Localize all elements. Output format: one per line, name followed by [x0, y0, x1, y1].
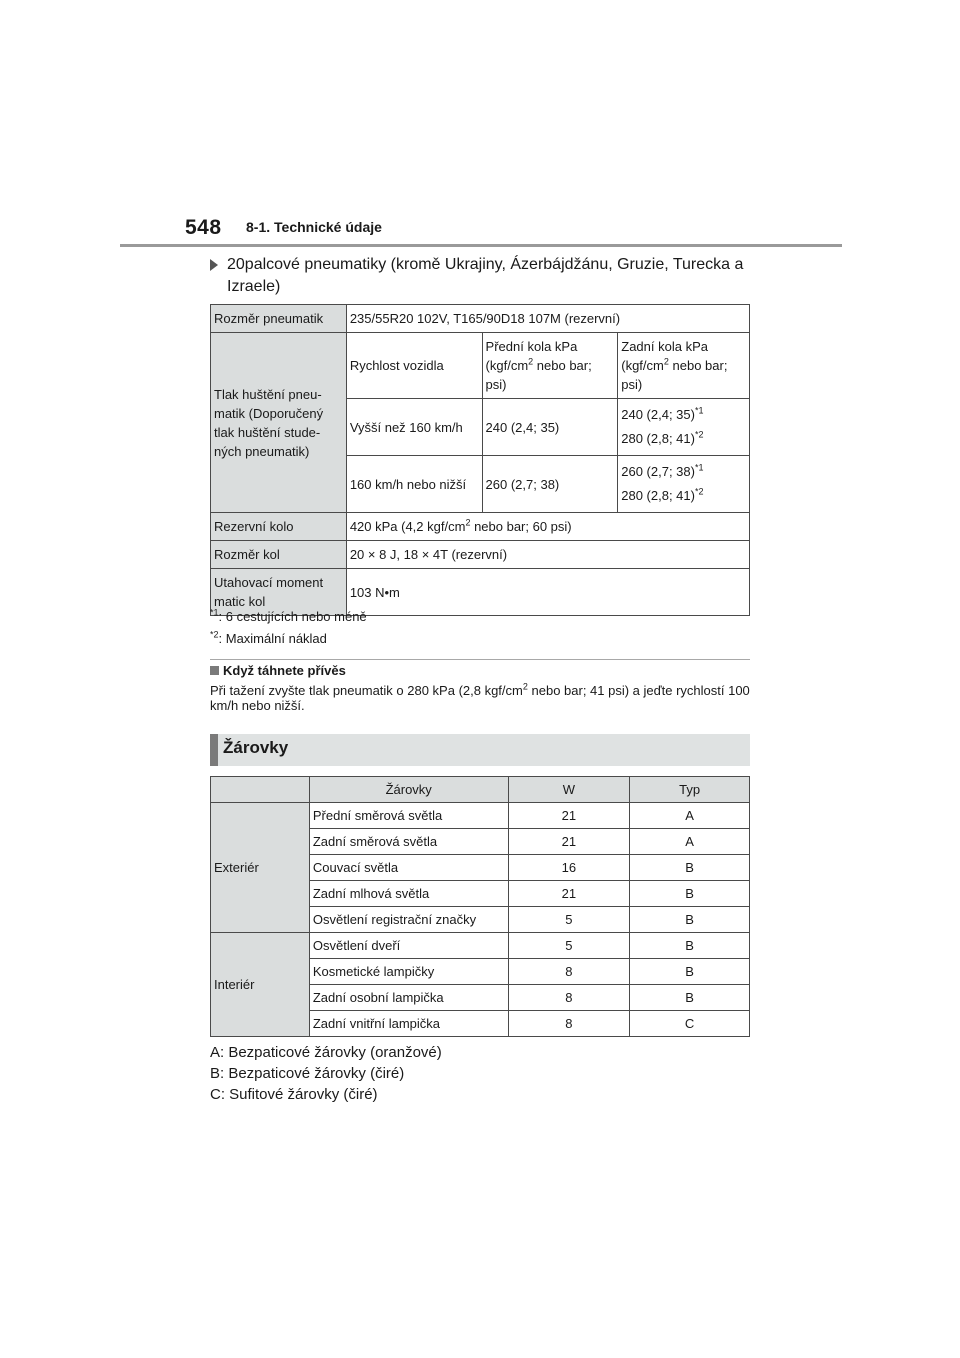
rear-pressure-value: 240 (2,4; 35) — [621, 407, 695, 422]
trailer-heading — [210, 663, 346, 678]
footnote — [210, 631, 327, 646]
trailer-paragraph — [210, 683, 755, 713]
pressure-label: Tlak huštění pneu-matik (Doporučený tlak huštění stude-ných pneumatik) — [211, 333, 347, 513]
front-pressure-cell: 240 (2,4; 35) — [482, 399, 618, 456]
bulb-type: A — [630, 829, 750, 855]
trailer-text: Při tažení zvyšte tlak pneumatik o 280 kPa (2,8 kgf/cm — [210, 683, 523, 698]
superscript: 2 — [528, 356, 534, 367]
table-header-row — [211, 777, 750, 803]
legend-item: C: Sufitové žárovky (čiré) — [210, 1086, 378, 1103]
table-row — [211, 513, 750, 541]
spare-value — [346, 513, 749, 541]
bulb-watt: 8 — [508, 985, 630, 1011]
bulb-type: B — [630, 933, 750, 959]
speed-cell: Vyšší než 160 km/h — [346, 399, 482, 456]
footnote-mark: *2 — [694, 486, 704, 497]
bulb-name: Couvací světla — [309, 855, 508, 881]
section-header-bulbs — [210, 734, 750, 766]
intro-text: 20palcové pneumatiky (kromě Ukrajiny, Ázerbájdžánu, Gruzie, Turecka a Izraele) — [227, 256, 744, 295]
rear-pressure-value: 260 (2,7; 38) — [621, 464, 695, 479]
rear-header-unit: nebo bar; psi) — [621, 358, 728, 392]
footnote-mark: *1 — [210, 607, 219, 618]
spare-value-unit: nebo bar; 60 psi) — [470, 519, 572, 534]
bulb-watt: 16 — [508, 855, 630, 881]
bulb-name: Zadní směrová světla — [309, 829, 508, 855]
superscript: 2 — [522, 681, 528, 692]
bulb-watt: 8 — [508, 1011, 630, 1037]
bulb-type: B — [630, 907, 750, 933]
rear-pressure-value: 280 (2,8; 41) — [621, 488, 695, 503]
footnote-mark: *2 — [694, 429, 704, 440]
tire-size-value: 235/55R20 102V, T165/90D18 107M (rezervní) — [346, 305, 749, 333]
bulb-watt: 5 — [508, 907, 630, 933]
divider — [210, 659, 750, 660]
rear-pressure-value: 280 (2,8; 41) — [621, 431, 695, 446]
wheel-size-label: Rozměr kol — [211, 541, 347, 569]
front-header-unit: nebo bar; psi) — [485, 358, 592, 392]
bulb-watt: 21 — [508, 829, 630, 855]
bulb-name: Zadní mlhová světla — [309, 881, 508, 907]
section-title-bulbs: Žárovky — [223, 738, 289, 757]
bulb-name: Osvětlení registrační značky — [309, 907, 508, 933]
bulb-name: Zadní osobní lampička — [309, 985, 508, 1011]
bulb-type: B — [630, 959, 750, 985]
table-row — [211, 305, 750, 333]
footnote — [210, 609, 367, 624]
superscript: 2 — [465, 517, 471, 528]
column-header: Žárovky — [309, 777, 508, 803]
tire-size-label: Rozměr pneumatik — [211, 305, 347, 333]
group-label: Interiér — [211, 933, 310, 1037]
triangle-bullet-icon — [210, 259, 218, 271]
bulb-watt: 5 — [508, 933, 630, 959]
rear-pressure-cell — [618, 399, 750, 456]
bulb-type: B — [630, 881, 750, 907]
bulb-name: Přední směrová světla — [309, 803, 508, 829]
bulb-name: Osvětlení dveří — [309, 933, 508, 959]
legend-item: A: Bezpaticové žárovky (oranžové) — [210, 1044, 442, 1061]
intro-bullet — [210, 254, 750, 298]
front-header-text: Přední kola kPa (kgf/cm — [485, 339, 578, 373]
column-header: W — [508, 777, 630, 803]
footnote-text: : Maximální náklad — [218, 631, 327, 646]
trailer-heading-text: Když táhnete přívěs — [223, 663, 346, 678]
wheel-size-value: 20 × 8 J, 18 × 4T (rezervní) — [346, 541, 749, 569]
footnote-mark: *1 — [694, 462, 704, 473]
page-number: 548 — [185, 216, 222, 239]
speed-header: Rychlost vozidla — [346, 333, 482, 399]
spare-value-text: 420 kPa (4,2 kgf/cm — [349, 519, 466, 534]
group-label: Exteriér — [211, 803, 310, 933]
table-row — [211, 933, 750, 959]
front-pressure-cell: 260 (2,7; 38) — [482, 456, 618, 513]
section-title: 8-1. Technické údaje — [246, 219, 382, 235]
bulb-watt: 21 — [508, 803, 630, 829]
bulb-table — [210, 776, 750, 1037]
torque-label: Utahovací moment matic kol — [211, 569, 347, 616]
trailer-text-end: nebo bar; 41 psi) a jeďte rychlostí 100 km/h nebo nižší. — [210, 683, 750, 713]
rear-pressure-cell — [618, 456, 750, 513]
speed-cell: 160 km/h nebo nižší — [346, 456, 482, 513]
spare-label: Rezervní kolo — [211, 513, 347, 541]
legend-item: B: Bezpaticové žárovky (čiré) — [210, 1065, 405, 1082]
bulb-type: C — [630, 1011, 750, 1037]
torque-value: 103 N•m — [346, 569, 749, 616]
table-row — [211, 803, 750, 829]
superscript: 2 — [663, 356, 669, 367]
bulb-watt: 21 — [508, 881, 630, 907]
front-header — [482, 333, 618, 399]
bulb-type: A — [630, 803, 750, 829]
rear-header — [618, 333, 750, 399]
footnote-mark: *1 — [694, 405, 704, 416]
bulb-name: Kosmetické lampičky — [309, 959, 508, 985]
table-row — [211, 333, 750, 399]
bulb-watt: 8 — [508, 959, 630, 985]
column-header: Typ — [630, 777, 750, 803]
square-bullet-icon — [210, 666, 219, 675]
section-bar — [210, 734, 218, 766]
footnote-text: : 6 cestujících nebo méně — [218, 609, 367, 624]
bulb-name: Zadní vnitřní lampička — [309, 1011, 508, 1037]
bulb-type: B — [630, 855, 750, 881]
tire-pressure-table — [210, 304, 750, 616]
table-row — [211, 541, 750, 569]
column-header — [211, 777, 310, 803]
rear-header-text: Zadní kola kPa (kgf/cm — [621, 339, 708, 373]
header-divider — [120, 244, 842, 247]
bulb-type: B — [630, 985, 750, 1011]
footnote-mark: *2 — [210, 629, 219, 640]
